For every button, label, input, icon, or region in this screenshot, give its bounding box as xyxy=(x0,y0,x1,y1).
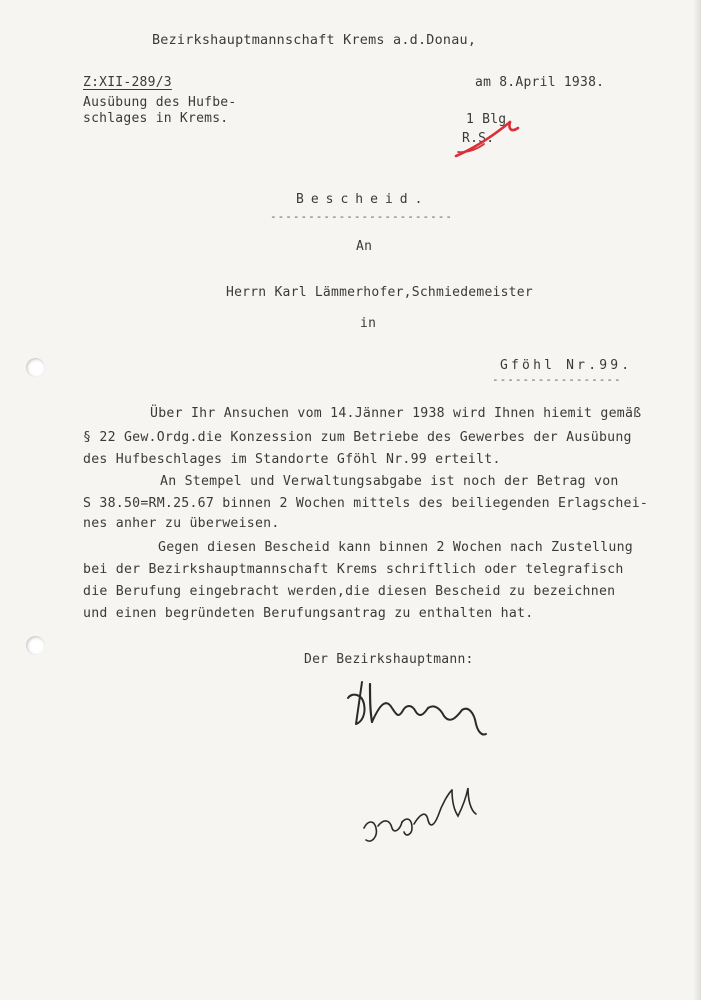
body-line: Gegen diesen Bescheid kann binnen 2 Wochen nach Zustellung xyxy=(158,540,633,555)
rs-mark: R.S. xyxy=(462,131,495,146)
handwritten-annotation xyxy=(356,780,496,850)
place-underline: ----------------- xyxy=(492,373,622,386)
punch-hole-top xyxy=(26,358,45,377)
recipient-place: Gföhl Nr.99. xyxy=(500,358,633,373)
red-check-mark xyxy=(448,112,528,162)
body-line: nes anher zu überweisen. xyxy=(83,516,280,531)
body-line: Über Ihr Ansuchen vom 14.Jänner 1938 wird Ihnen hiemit gemäß xyxy=(150,406,642,421)
body-line: S 38.50=RM.25.67 binnen 2 Wochen mittels des beiliegenden Erlagschei- xyxy=(83,496,649,511)
body-line: die Berufung eingebracht werden,die diesen Bescheid zu bezeichnen xyxy=(83,584,616,599)
recipient-in-label: in xyxy=(360,316,377,331)
body-line: des Hufbeschlages im Standorte Gföhl Nr.99 erteilt. xyxy=(83,452,501,467)
addressee-label: An xyxy=(356,239,373,254)
recipient-name: Herrn Karl Lämmerhofer,Schmiedemeister xyxy=(226,285,533,300)
subject-line-1: Ausübung des Hufbe- xyxy=(83,95,237,110)
signatory-title: Der Bezirkshauptmann: xyxy=(304,652,474,667)
authority-header: Bezirkshauptmannschaft Krems a.d.Donau, xyxy=(152,33,477,48)
title-underline: ------------------------ xyxy=(270,210,453,223)
file-number: Z:XII-289/3 xyxy=(83,75,172,90)
handwritten-signature xyxy=(340,674,500,744)
document-date: am 8.April 1938. xyxy=(475,75,605,90)
body-line: bei der Bezirkshauptmannschaft Krems schriftlich oder telegrafisch xyxy=(83,562,624,577)
body-line: und einen begründeten Berufungsantrag zu enthalten hat. xyxy=(83,606,534,621)
enclosure-note: 1 Blg. xyxy=(466,112,515,127)
body-line: An Stempel und Verwaltungsabgabe ist noch der Betrag von xyxy=(160,474,619,489)
document-title: Bescheid. xyxy=(296,192,430,207)
subject-line-2: schlages in Krems. xyxy=(83,111,229,126)
punch-hole-bottom xyxy=(26,636,45,655)
body-line: § 22 Gew.Ordg.die Konzession zum Betriebe des Gewerbes der Ausübung xyxy=(83,430,632,445)
